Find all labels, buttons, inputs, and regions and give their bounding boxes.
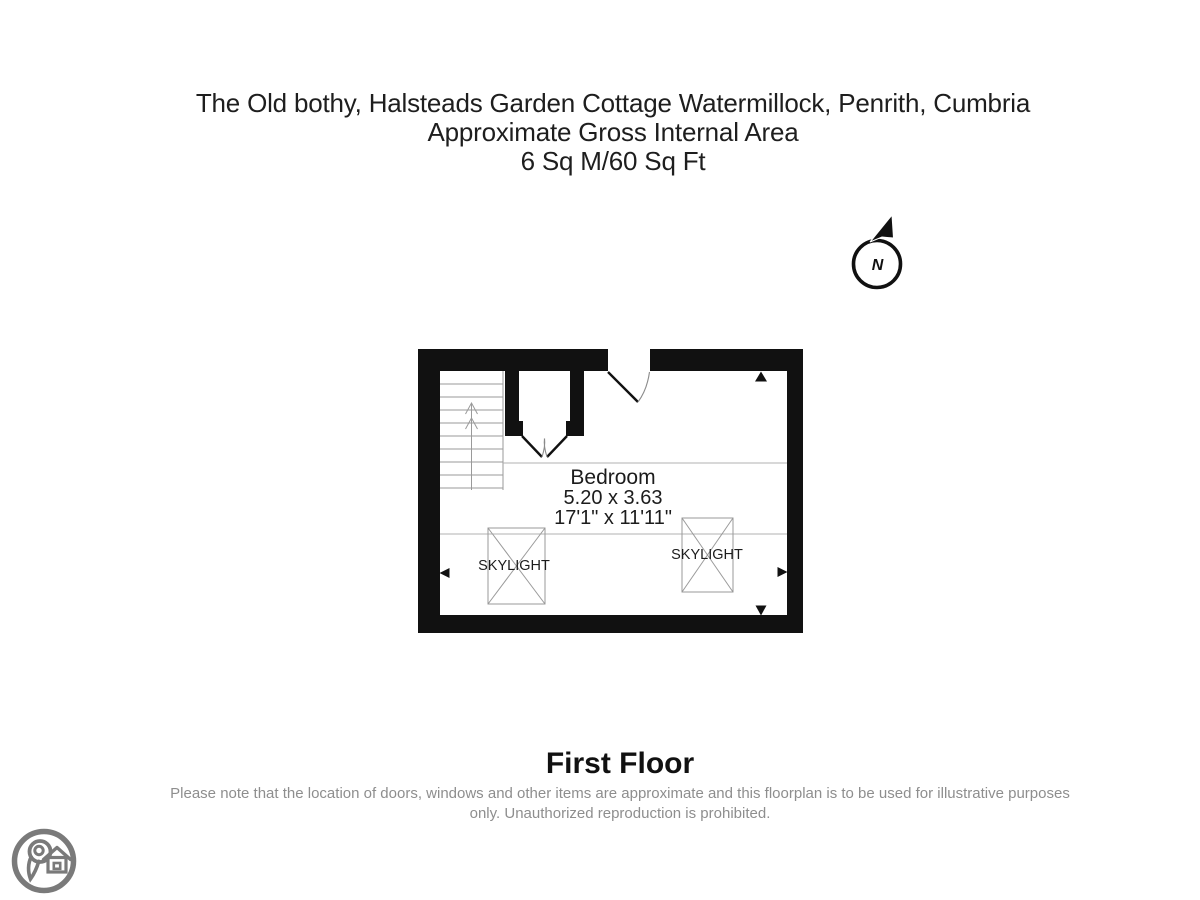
arrow-left-icon — [440, 568, 450, 578]
skylight-right-label: SKYLIGHT — [671, 547, 743, 563]
double-door-icon — [522, 436, 567, 457]
cupboard — [505, 371, 584, 457]
room-size-imperial: 17'1" x 11'11" — [554, 507, 672, 529]
entry-door-icon — [608, 372, 650, 402]
north-compass-icon — [845, 210, 915, 295]
compass-north-label: N — [871, 257, 884, 274]
arrow-up-icon — [755, 372, 767, 382]
disclaimer-text: Please note that the location of doors, windows and other items are approximate and this floorplan is to be used for illustrative purposes only. Unauthorized reproduction is prohibited. — [170, 785, 1070, 822]
room-name: Bedroom — [570, 466, 656, 489]
header — [0, 89, 1200, 176]
floor-label: First Floor — [545, 747, 695, 780]
skylight-left-label: SKYLIGHT — [478, 558, 550, 574]
floorplan-drawing — [408, 345, 808, 645]
north-arrow-icon — [870, 215, 894, 242]
house-icon — [44, 848, 71, 873]
arrow-right-icon — [778, 567, 788, 577]
arrow-down-icon — [756, 606, 767, 616]
area-value: 6 Sq M/60 Sq Ft — [520, 146, 706, 176]
stairs-up-arrow-icon — [466, 403, 478, 490]
stairs — [440, 371, 503, 490]
location-pin-house-logo-icon — [8, 824, 82, 898]
property-title: The Old bothy, Halsteads Garden Cottage Watermillock, Penrith, Cumbria — [195, 88, 1031, 118]
area-subtitle: Approximate Gross Internal Area — [427, 117, 799, 147]
room-size-metric: 5.20 x 3.63 — [563, 487, 663, 509]
